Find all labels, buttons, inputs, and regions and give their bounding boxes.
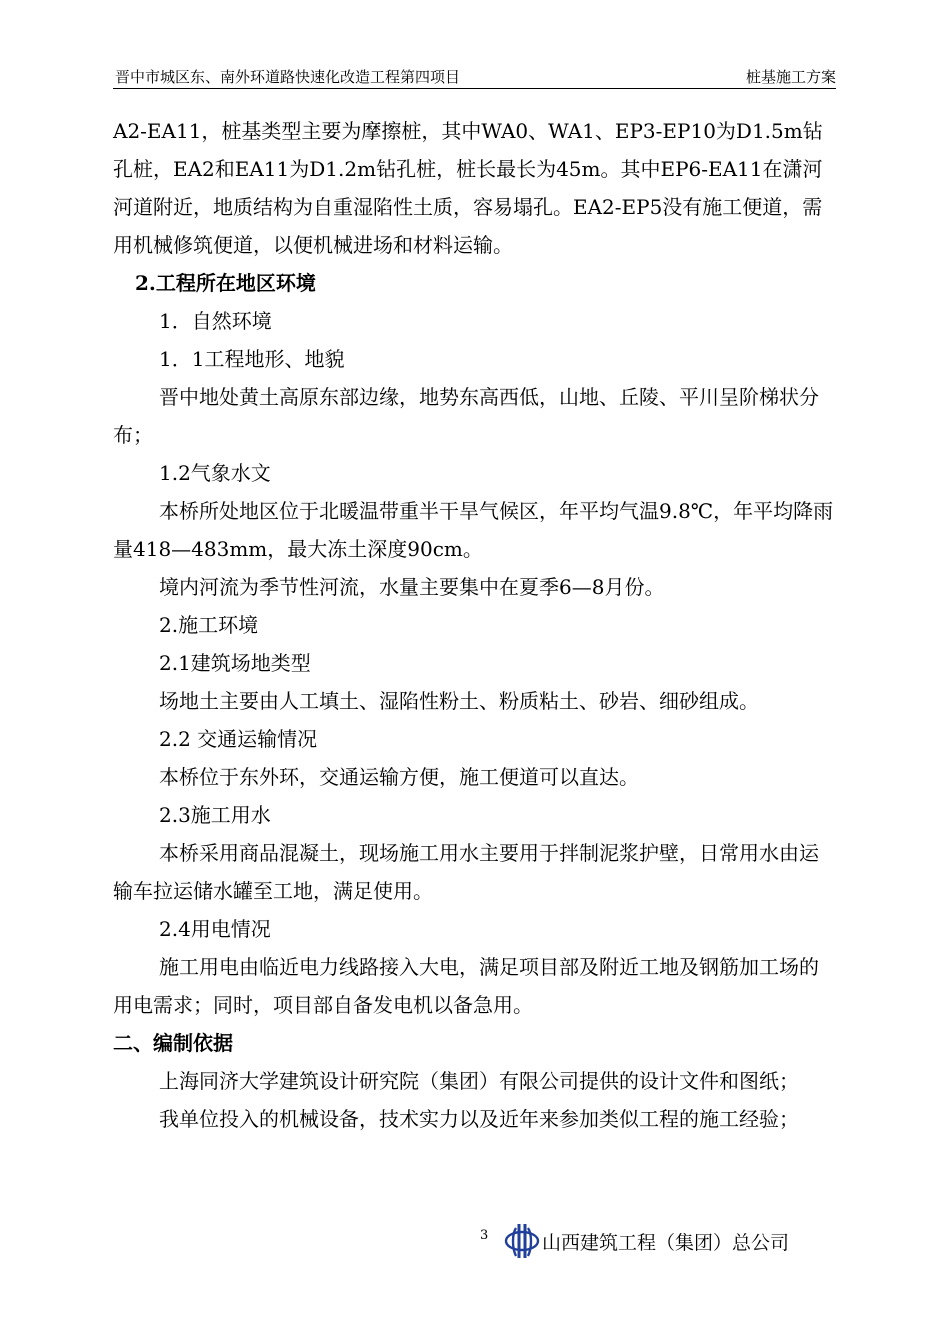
- heading-transport: 2.2 交通运输情况: [159, 727, 318, 751]
- company-name: 山西建筑工程（集团）总公司: [542, 1232, 790, 1254]
- heading-basis: 二、编制依据: [113, 1031, 233, 1055]
- paragraph-water: 本桥采用商品混凝土，现场施工用水主要用于拌制泥浆护壁，日常用水由运输车拉运储水罐至工地，满足使用。: [113, 841, 819, 903]
- header-project-title: 晋中市城区东、南外环道路快速化改造工程第四项目: [115, 68, 461, 86]
- heading-natural-environment: 1．自然环境: [159, 309, 272, 333]
- paragraph-transport: 本桥位于东外环，交通运输方便，施工便道可以直达。: [159, 765, 639, 789]
- paragraph-climate: 本桥所处地区位于北暖温带重半干旱气候区，年平均气温9.8℃，年平均降雨量418—483mm，最大冻土深度90cm。: [113, 499, 834, 561]
- heading-construction-environment: 2.施工环境: [159, 613, 259, 637]
- paragraph-basis-design: 上海同济大学建筑设计研究院（集团）有限公司提供的设计文件和图纸；: [159, 1069, 799, 1093]
- company-logo-icon: [502, 1220, 542, 1260]
- page-header: [113, 62, 836, 89]
- heading-water: 2.3施工用水: [159, 803, 271, 827]
- header-document-title: 桩基施工方案: [745, 68, 836, 86]
- heading-site-type: 2.1建筑场地类型: [159, 651, 311, 675]
- heading-terrain: 1．1工程地形、地貌: [159, 347, 345, 371]
- paragraph-site-type: 场地土主要由人工填土、湿陷性粉土、粉质粘土、砂岩、细砂组成。: [159, 689, 759, 713]
- paragraph-basis-experience: 我单位投入的机械设备，技术实力以及近年来参加类似工程的施工经验；: [159, 1107, 799, 1131]
- heading-project-environment: 2.工程所在地区环境: [135, 271, 316, 295]
- page-number: 3: [480, 1228, 489, 1243]
- document-body: [113, 112, 837, 1138]
- heading-climate: 1.2气象水文: [159, 461, 271, 485]
- page-footer: [480, 1218, 840, 1268]
- paragraph-rivers: 境内河流为季节性河流，水量主要集中在夏季6—8月份。: [159, 575, 665, 599]
- paragraph-pile-overview: A2-EA11，桩基类型主要为摩擦桩，其中WA0、WA1、EP3-EP10为D1.5m钻孔桩，EA2和EA11为D1.2m钻孔桩，桩长最长为45m。其中EP6-EA11在潇河河道附近，地质结构为自重湿陷性土质，容易塌孔。EA2-EP5没有施工便道，需用机械修筑便道，以便机械进场和材料运输。: [113, 119, 823, 257]
- paragraph-power: 施工用电由临近电力线路接入大电，满足项目部及附近工地及钢筋加工场的用电需求；同时，项目部自备发电机以备急用。: [113, 955, 819, 1017]
- heading-power: 2.4用电情况: [159, 917, 271, 941]
- paragraph-terrain: 晋中地处黄土高原东部边缘，地势东高西低，山地、丘陵、平川呈阶梯状分布；: [113, 385, 819, 447]
